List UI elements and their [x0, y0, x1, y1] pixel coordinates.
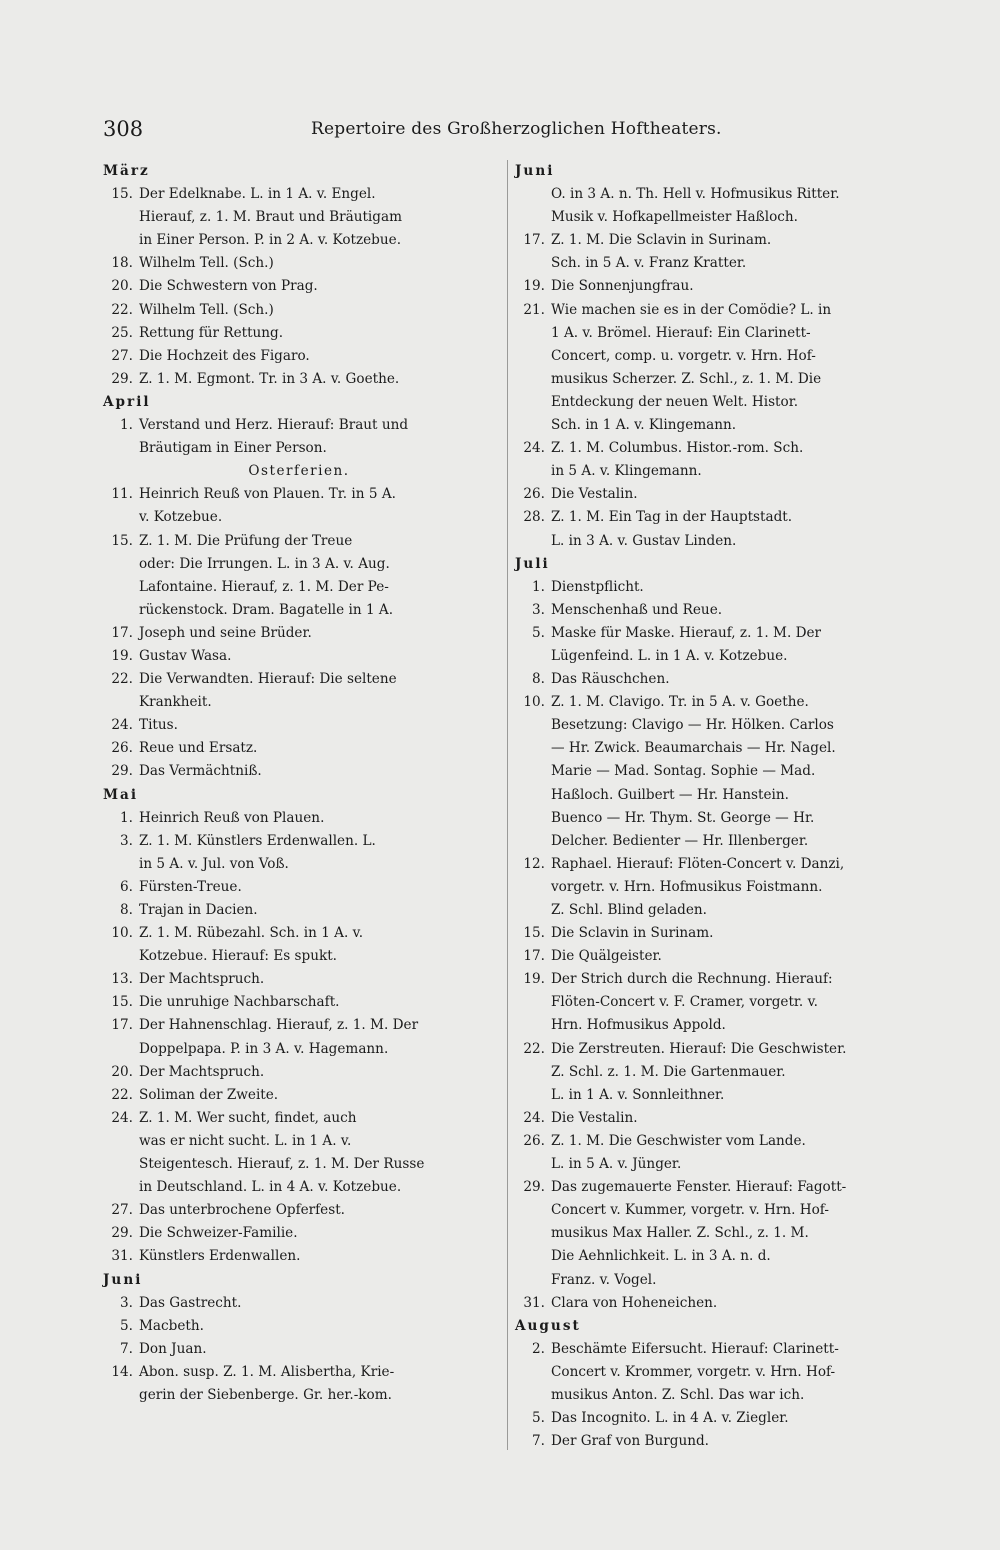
entry-date: 26.	[523, 1132, 545, 1149]
entry-text	[139, 414, 495, 460]
month-heading: März	[103, 163, 150, 179]
performance-entry	[103, 1338, 495, 1361]
entry-line: Marie — Mad. Sontag. Sophie — Mad.	[551, 763, 816, 780]
entry-date: 1.	[532, 578, 545, 595]
entry-line: Entdeckung der neuen Welt. Histor.	[551, 393, 799, 410]
entry-text	[139, 714, 495, 737]
entry-date: 19.	[111, 647, 133, 664]
entry-line: Titus.	[139, 717, 178, 734]
entry-text	[139, 368, 495, 391]
entry-line: Concert, comp. u. vorgetr. v. Hrn. Hof-	[551, 347, 816, 364]
entry-line: Don Juan.	[139, 1340, 207, 1357]
performance-entry	[103, 1199, 495, 1222]
entry-text	[551, 599, 907, 622]
column-divider	[507, 160, 508, 1450]
performance-entry	[515, 922, 907, 945]
performance-entry	[515, 599, 907, 622]
entry-line: Der Machtspruch.	[139, 1063, 265, 1080]
entry-text	[551, 922, 907, 945]
entry-date: 18.	[111, 255, 133, 272]
entry-text	[139, 899, 495, 922]
performance-entry	[103, 968, 495, 991]
entry-line: Lafontaine. Hierauf, z. 1. M. Der Pe-	[139, 578, 389, 595]
entry-date: 3.	[120, 1294, 133, 1311]
entry-line: Die Quälgeister.	[551, 948, 662, 965]
running-title: Repertoire des Großherzoglichen Hoftheaters.	[311, 119, 722, 139]
performance-entry	[103, 760, 495, 783]
entry-line: Z. 1. M. Egmont. Tr. in 3 A. v. Goethe.	[139, 370, 400, 387]
entry-line: Die Schwestern von Prag.	[139, 278, 318, 295]
entry-date: 22.	[111, 671, 133, 688]
entry-date: 13.	[111, 971, 133, 988]
performance-entry	[515, 853, 907, 922]
performance-entry	[103, 922, 495, 968]
section-note-text: Osterferien.	[248, 463, 350, 480]
entry-date: 19.	[523, 971, 545, 988]
entry-line: Rettung für Rettung.	[139, 324, 284, 341]
entry-date: 3.	[120, 832, 133, 849]
entry-date: 29.	[111, 1225, 133, 1242]
entry-line: was er nicht sucht. L. in 1 A. v.	[139, 1132, 352, 1149]
entry-line: Künstlers Erdenwallen.	[139, 1248, 301, 1265]
entry-line: in Deutschland. L. in 4 A. v. Kotzebue.	[139, 1179, 402, 1196]
entry-date: 27.	[111, 347, 133, 364]
entry-line: Abon. susp. Z. 1. M. Alisbertha, Krie-	[139, 1363, 395, 1380]
entry-text	[139, 668, 495, 714]
entry-date: 24.	[111, 717, 133, 734]
entry-line: vorgetr. v. Hrn. Hofmusikus Foistmann.	[551, 878, 823, 895]
entry-date: 19.	[523, 278, 545, 295]
entry-line: Die Schweizer-Familie.	[139, 1225, 298, 1242]
performance-entry	[103, 991, 495, 1014]
entry-line: v. Kotzebue.	[139, 509, 223, 526]
entry-line: Das Vermächtniß.	[139, 763, 262, 780]
entry-text	[139, 807, 495, 830]
entry-line: Trajan in Dacien.	[139, 902, 258, 918]
entry-date: 25.	[111, 324, 133, 341]
entry-text	[139, 183, 495, 252]
entry-date: 12.	[523, 855, 545, 872]
entry-date: 1.	[120, 809, 133, 826]
performance-entry	[515, 1107, 907, 1130]
entry-line: in 5 A. v. Jul. von Voß.	[139, 855, 289, 872]
entry-text	[139, 1014, 495, 1060]
entry-date: 11.	[111, 486, 133, 503]
entry-line: Musik v. Hofkapellmeister Haßloch.	[551, 209, 798, 226]
entry-line: Z. 1. M. Die Prüfung der Treue	[139, 532, 353, 549]
entry-line: Besetzung: Clavigo — Hr. Hölken. Carlos	[551, 717, 834, 734]
entry-line: — Hr. Zwick. Beaumarchais — Hr. Nagel.	[551, 740, 836, 757]
entry-line: Hrn. Hofmusikus Appold.	[551, 1017, 726, 1034]
entry-date: 5.	[532, 624, 545, 641]
entry-text	[551, 1430, 907, 1453]
entry-line: Die Sclavin in Surinam.	[551, 925, 714, 942]
entry-date: 2.	[532, 1340, 545, 1357]
entry-text	[139, 830, 495, 876]
entry-text	[551, 1176, 907, 1291]
entry-line: gerin der Siebenberge. Gr. her.-kom.	[139, 1386, 392, 1403]
performance-entry	[103, 1014, 495, 1060]
performance-entry	[103, 668, 495, 714]
entry-text	[139, 530, 495, 622]
performance-entry	[515, 968, 907, 1037]
entry-line: Der Machtspruch.	[139, 971, 265, 988]
left-column	[103, 160, 495, 1407]
entry-date: 7.	[120, 1340, 133, 1357]
entry-text	[139, 737, 495, 760]
performance-entry	[515, 483, 907, 506]
entry-line: Der Hahnenschlag. Hierauf, z. 1. M. Der	[139, 1017, 419, 1034]
entry-line: L. in 3 A. v. Gustav Linden.	[551, 532, 737, 549]
performance-entry	[515, 1038, 907, 1107]
performance-entry	[515, 437, 907, 483]
entry-text	[139, 1361, 495, 1407]
entry-line: Krankheit.	[139, 694, 212, 711]
entry-text	[139, 299, 495, 322]
entry-line: Doppelpapa. P. in 3 A. v. Hagemann.	[139, 1040, 389, 1057]
entry-line: Flöten-Concert v. F. Cramer, vorgetr. v.	[551, 994, 818, 1011]
entry-line: Macbeth.	[139, 1317, 204, 1334]
entry-text	[139, 922, 495, 968]
entry-line: Clara von Hoheneichen.	[551, 1294, 718, 1311]
entry-text	[139, 622, 495, 645]
section-note	[103, 460, 495, 483]
entry-text	[139, 1061, 495, 1084]
entry-line: Z. 1. M. Clavigo. Tr. in 5 A. v. Goethe.	[551, 694, 809, 711]
performance-entry	[515, 1292, 907, 1315]
entry-date: 1.	[120, 417, 133, 434]
performance-entry	[103, 645, 495, 668]
entry-text	[139, 1315, 495, 1338]
entry-line: Z. 1. M. Künstlers Erdenwallen. L.	[139, 832, 376, 849]
performance-entry	[515, 1407, 907, 1430]
entry-line: musikus Scherzer. Z. Schl., z. 1. M. Die	[551, 370, 822, 387]
entry-line: Heinrich Reuß von Plauen. Tr. in 5 A.	[139, 486, 396, 503]
entry-line: Das unterbrochene Opferfest.	[139, 1202, 345, 1219]
entry-text	[139, 1245, 495, 1268]
entry-line: Sch. in 5 A. v. Franz Kratter.	[551, 255, 747, 272]
entry-line: Wilhelm Tell. (Sch.)	[139, 301, 274, 318]
entry-text	[551, 576, 907, 599]
performance-entry	[515, 275, 907, 298]
entry-line: Die Zerstreuten. Hierauf: Die Geschwister.	[551, 1040, 847, 1057]
entry-text	[551, 1038, 907, 1107]
performance-entry	[103, 1107, 495, 1199]
entry-date: 29.	[111, 370, 133, 387]
entry-line: Maske für Maske. Hierauf, z. 1. M. Der	[551, 624, 822, 641]
entry-date: 27.	[111, 1202, 133, 1219]
performance-entry	[515, 622, 907, 668]
entry-line: Delcher. Bedienter — Hr. Illenberger.	[551, 832, 809, 849]
entry-text	[139, 645, 495, 668]
entry-text	[551, 691, 907, 853]
entry-text	[551, 483, 907, 506]
entry-text	[551, 299, 907, 438]
entry-date: 5.	[532, 1410, 545, 1427]
entry-date: 26.	[523, 486, 545, 503]
performance-entry	[103, 530, 495, 622]
entry-text	[551, 506, 907, 552]
entry-line: Das Räuschchen.	[551, 671, 670, 688]
entry-date: 24.	[523, 1109, 545, 1126]
entry-line: L. in 1 A. v. Sonnleithner.	[551, 1086, 725, 1103]
entry-line: Dienstpflicht.	[551, 578, 644, 595]
entry-line: Die Vestalin.	[551, 1109, 638, 1126]
entry-line: in 5 A. v. Klingemann.	[551, 463, 702, 480]
entry-line: L. in 5 A. v. Jünger.	[551, 1156, 682, 1173]
entry-line: Z. Schl. Blind geladen.	[551, 902, 708, 918]
performance-entry	[103, 299, 495, 322]
entry-line: Reue und Ersatz.	[139, 740, 258, 757]
performance-entry	[515, 1338, 907, 1407]
entry-line: Soliman der Zweite.	[139, 1086, 279, 1103]
month-heading: Mai	[103, 786, 139, 803]
entry-line: Der Graf von Burgund.	[551, 1433, 709, 1450]
entry-line: Concert v. Kummer, vorgetr. v. Hrn. Hof-	[551, 1202, 829, 1219]
entry-date: 5.	[120, 1317, 133, 1334]
entry-line: musikus Max Haller. Z. Schl., z. 1. M.	[551, 1225, 809, 1242]
entry-line: Das zugemauerte Fenster. Hierauf: Fagott-	[551, 1179, 847, 1196]
entry-line: Sch. in 1 A. v. Klingemann.	[551, 417, 737, 434]
entry-date: 24.	[111, 1109, 133, 1126]
entry-text	[139, 760, 495, 783]
performance-entry	[103, 714, 495, 737]
month-heading: August	[515, 1317, 581, 1334]
entry-line: Die Sonnenjungfrau.	[551, 278, 694, 295]
performance-entry	[515, 1176, 907, 1291]
entry-date: 15.	[523, 925, 545, 942]
entry-date: 22.	[111, 1086, 133, 1103]
right-column	[515, 160, 907, 1453]
entry-line: Franz. v. Vogel.	[551, 1271, 657, 1288]
entry-line: Z. 1. M. Die Sclavin in Surinam.	[551, 232, 772, 249]
entry-date: 21.	[523, 301, 545, 318]
entry-date: 31.	[111, 1248, 133, 1265]
entry-line: Fürsten-Treue.	[139, 878, 242, 895]
entry-date: 8.	[120, 902, 133, 918]
entry-line: Menschenhaß und Reue.	[551, 601, 723, 618]
month-heading: April	[103, 393, 151, 410]
performance-entry	[103, 807, 495, 830]
entry-line: musikus Anton. Z. Schl. Das war ich.	[551, 1386, 805, 1403]
performance-entry	[103, 830, 495, 876]
entry-text	[139, 1107, 495, 1199]
entry-line: Concert v. Krommer, vorgetr. v. Hrn. Hof-	[551, 1363, 836, 1380]
entry-date: 17.	[111, 1017, 133, 1034]
month-heading: Juni	[515, 163, 555, 179]
performance-entry	[515, 506, 907, 552]
entry-line: Die Vestalin.	[551, 486, 638, 503]
entry-date: 17.	[523, 232, 545, 249]
entry-text	[551, 968, 907, 1037]
entry-text	[139, 252, 495, 275]
entry-date: 10.	[111, 925, 133, 942]
performance-entry	[103, 1315, 495, 1338]
performance-entry	[515, 299, 907, 438]
entry-date: 29.	[523, 1179, 545, 1196]
performance-entry	[515, 691, 907, 853]
performance-entry	[103, 1361, 495, 1407]
entry-text	[139, 275, 495, 298]
entry-line: Z. 1. M. Wer sucht, findet, auch	[139, 1109, 357, 1126]
entry-line: rückenstock. Dram. Bagatelle in 1 A.	[139, 601, 394, 618]
entry-text	[139, 991, 495, 1014]
entry-date: 28.	[523, 509, 545, 526]
entry-text	[139, 483, 495, 529]
performance-entry	[103, 899, 495, 922]
performance-entry	[103, 368, 495, 391]
entry-text	[551, 1107, 907, 1130]
entry-date: 6.	[120, 878, 133, 895]
entry-line: Heinrich Reuß von Plauen.	[139, 809, 325, 826]
performance-entry	[515, 576, 907, 599]
entry-line: Buenco — Hr. Thym. St. George — Hr.	[551, 809, 815, 826]
entry-text	[551, 229, 907, 275]
entry-date: 22.	[523, 1040, 545, 1057]
page-header	[103, 117, 903, 145]
month-heading: Juni	[103, 1271, 143, 1288]
entry-line: 1 A. v. Brömel. Hierauf: Ein Clarinett-	[551, 324, 811, 341]
entry-line: Die Verwandten. Hierauf: Die seltene	[139, 671, 397, 688]
entry-text	[551, 853, 907, 922]
entry-line: Z. 1. M. Rübezahl. Sch. in 1 A. v.	[139, 925, 364, 942]
entry-line: Lügenfeind. L. in 1 A. v. Kotzebue.	[551, 647, 788, 664]
entry-line: Verstand und Herz. Hierauf: Braut und	[139, 417, 409, 434]
entry-text	[139, 968, 495, 991]
entry-text	[139, 345, 495, 368]
entry-line: Der Edelknabe. L. in 1 A. v. Engel.	[139, 186, 376, 203]
performance-entry	[103, 1245, 495, 1268]
entry-date: 22.	[111, 301, 133, 318]
performance-entry	[515, 229, 907, 275]
entry-line: oder: Die Irrungen. L. in 3 A. v. Aug.	[139, 555, 390, 572]
entry-continuation	[515, 183, 907, 229]
entry-line: Hierauf, z. 1. M. Braut und Bräutigam	[139, 209, 402, 226]
entry-text	[551, 1130, 907, 1176]
entry-date: 24.	[523, 440, 545, 457]
month-heading: Juli	[515, 555, 550, 572]
entry-date: 7.	[532, 1433, 545, 1450]
entry-line: Das Gastrecht.	[139, 1294, 242, 1311]
entry-date: 29.	[111, 763, 133, 780]
performance-entry	[515, 668, 907, 691]
entry-line: Die Aehnlichkeit. L. in 3 A. n. d.	[551, 1248, 771, 1265]
entry-text	[551, 437, 907, 483]
entry-date: 14.	[111, 1363, 133, 1380]
entry-date: 3.	[532, 601, 545, 618]
performance-entry	[515, 1430, 907, 1453]
entry-line: Wie machen sie es in der Comödie? L. in	[551, 301, 832, 318]
entry-date: 31.	[523, 1294, 545, 1311]
performance-entry	[103, 483, 495, 529]
entry-text	[551, 668, 907, 691]
performance-entry	[515, 945, 907, 968]
entry-date: 15.	[111, 532, 133, 549]
entry-line: Z. 1. M. Die Geschwister vom Lande.	[551, 1132, 806, 1149]
entry-text	[139, 322, 495, 345]
entry-text	[551, 1407, 907, 1430]
entry-date: 20.	[111, 278, 133, 295]
entry-date: 10.	[523, 694, 545, 711]
entry-line: Z. 1. M. Ein Tag in der Hauptstadt.	[551, 509, 793, 526]
entry-date: 17.	[111, 624, 133, 641]
entry-date: 26.	[111, 740, 133, 757]
entry-line: Gustav Wasa.	[139, 647, 232, 664]
entry-line: Bräutigam in Einer Person.	[139, 440, 327, 457]
entry-line: Z. Schl. z. 1. M. Die Gartenmauer.	[551, 1063, 786, 1080]
entry-text	[139, 1292, 495, 1315]
entry-text	[551, 1338, 907, 1407]
performance-entry	[103, 183, 495, 252]
entry-line: Beschämte Eifersucht. Hierauf: Clarinett-	[551, 1340, 839, 1357]
entry-text	[551, 1292, 907, 1315]
entry-line: Die Hochzeit des Figaro.	[139, 347, 310, 364]
entry-text	[139, 1199, 495, 1222]
performance-entry	[103, 622, 495, 645]
performance-entry	[103, 1222, 495, 1245]
entry-text	[139, 1222, 495, 1245]
performance-entry	[515, 1130, 907, 1176]
entry-line: Raphael. Hierauf: Flöten-Concert v. Danzi,	[551, 855, 845, 872]
entry-date: 15.	[111, 994, 133, 1011]
entry-date: 20.	[111, 1063, 133, 1080]
entry-date: 8.	[532, 671, 545, 688]
entry-text	[139, 876, 495, 899]
entry-line: Die unruhige Nachbarschaft.	[139, 994, 340, 1011]
performance-entry	[103, 737, 495, 760]
performance-entry	[103, 1084, 495, 1107]
entry-line: Joseph und seine Brüder.	[139, 624, 312, 641]
performance-entry	[103, 322, 495, 345]
performance-entry	[103, 876, 495, 899]
entry-line: Kotzebue. Hierauf: Es spukt.	[139, 948, 337, 965]
entry-text	[551, 622, 907, 668]
entry-line: in Einer Person. P. in 2 A. v. Kotzebue.	[139, 232, 402, 249]
performance-entry	[103, 275, 495, 298]
performance-entry	[103, 1061, 495, 1084]
entry-line: O. in 3 A. n. Th. Hell v. Hofmusikus Ritter.	[551, 186, 840, 203]
entry-line: Haßloch. Guilbert — Hr. Hanstein.	[551, 786, 789, 803]
entry-line: Das Incognito. L. in 4 A. v. Ziegler.	[551, 1410, 789, 1427]
page-number: 308	[103, 117, 144, 141]
entry-text	[139, 1338, 495, 1361]
entry-date: 17.	[523, 948, 545, 965]
performance-entry	[103, 252, 495, 275]
entry-text	[551, 275, 907, 298]
entry-date: 15.	[111, 186, 133, 203]
entry-text	[551, 945, 907, 968]
performance-entry	[103, 414, 495, 460]
entry-text	[139, 1084, 495, 1107]
entry-line: Z. 1. M. Columbus. Histor.-rom. Sch.	[551, 440, 804, 457]
performance-entry	[103, 345, 495, 368]
entry-line: Wilhelm Tell. (Sch.)	[139, 255, 274, 272]
entry-line: Steigentesch. Hierauf, z. 1. M. Der Russe	[139, 1156, 425, 1173]
entry-line: Der Strich durch die Rechnung. Hierauf:	[551, 971, 833, 988]
performance-entry	[103, 1292, 495, 1315]
